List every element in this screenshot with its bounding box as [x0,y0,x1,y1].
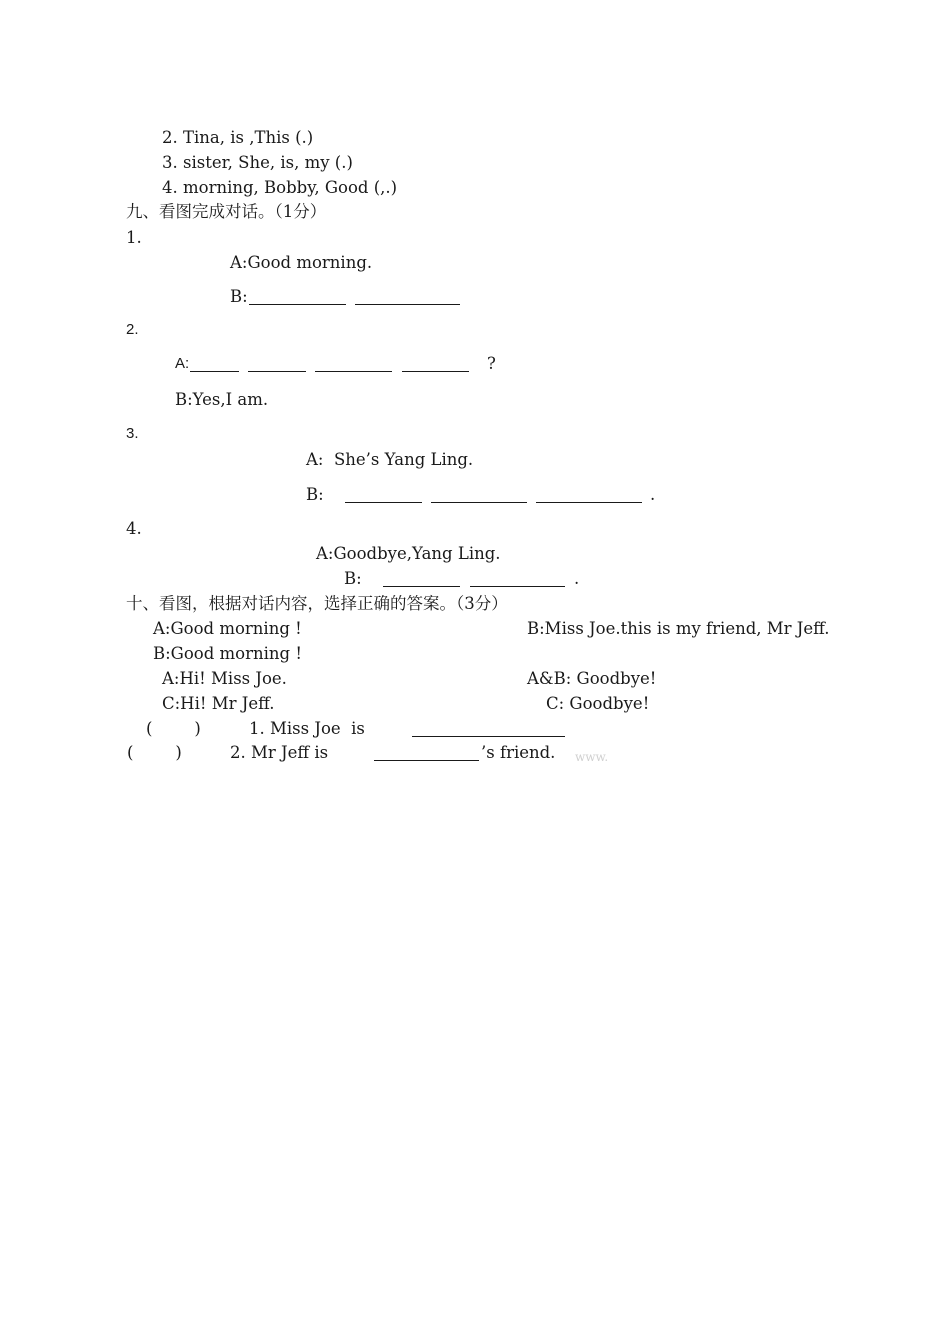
s10-q2-suffix: ’s friend. [481,743,556,762]
s9-q4-number: 4. [126,519,142,538]
s10-q2-blank[interactable] [374,760,479,761]
dialog-line-a2: A:Hi! Miss Joe. [162,669,287,688]
s9-q4-blank-1[interactable] [383,586,460,587]
dialog-line-c1: C:Hi! Mr Jeff. [162,694,275,713]
reorder-item-3: 3. sister, She, is, my (.) [162,153,353,172]
s9-q1-line-a: A:Good morning. [230,253,373,272]
s10-q1-paren[interactable]: ( ) [146,719,201,738]
s9-q3-blank-1[interactable] [345,502,422,503]
s10-q1-blank[interactable] [412,736,565,737]
s9-q1-number: 1. [126,228,142,247]
s9-q3-period: . [650,485,656,504]
s10-q2-paren[interactable]: ( ) [127,743,182,762]
s9-q2-blank-4[interactable] [402,371,469,372]
section10-title: 十、看图，根据对话内容，选择正确的答案。（3分） [126,594,508,613]
s9-q3-number: 3. [126,425,139,442]
s9-q2-blank-1[interactable] [190,371,239,372]
s9-q2-blank-2[interactable] [248,371,306,372]
reorder-item-2: 2. Tina, is ,This (.) [162,128,314,147]
dialog-line-a1: A:Good morning ! [153,619,302,638]
s9-q4-line-b: B: [344,569,362,588]
reorder-item-4: 4. morning, Bobby, Good (,.) [162,178,398,197]
s9-q2-line-a: A: [175,355,190,372]
s9-q3-blank-2[interactable] [431,502,527,503]
dialog-line-b2: B:Miss Joe.this is my friend, Mr Jeff. [527,619,830,638]
dialog-line-ab: A&B: Goodbye! [527,669,657,688]
s9-q4-line-a: A:Goodbye,Yang Ling. [316,544,501,563]
s10-q1-text: 1. Miss Joe is [249,719,365,738]
s9-q1-blank-1[interactable] [249,304,346,305]
s9-q1-blank-2[interactable] [355,304,460,305]
s9-q3-line-b: B: [306,485,324,504]
section9-title: 九、看图完成对话。（1分） [126,202,327,221]
s9-q3-line-a: A: She’s Yang Ling. [306,450,474,469]
s9-q1-line-b: B: [230,287,248,306]
s9-q2-line-b: B:Yes,I am. [175,390,269,409]
s9-q2-blank-3[interactable] [315,371,392,372]
s9-q2-number: 2. [126,321,139,338]
s9-q4-blank-2[interactable] [470,586,565,587]
dialog-line-c2: C: Goodbye! [546,694,650,713]
dialog-line-b1: B:Good morning ! [153,644,302,663]
watermark-text: www. [575,750,609,764]
s9-q3-blank-3[interactable] [536,502,642,503]
s9-q4-period: . [574,569,580,588]
s10-q2-text: 2. Mr Jeff is [230,743,329,762]
s9-q2-question-mark: ? [487,354,496,373]
